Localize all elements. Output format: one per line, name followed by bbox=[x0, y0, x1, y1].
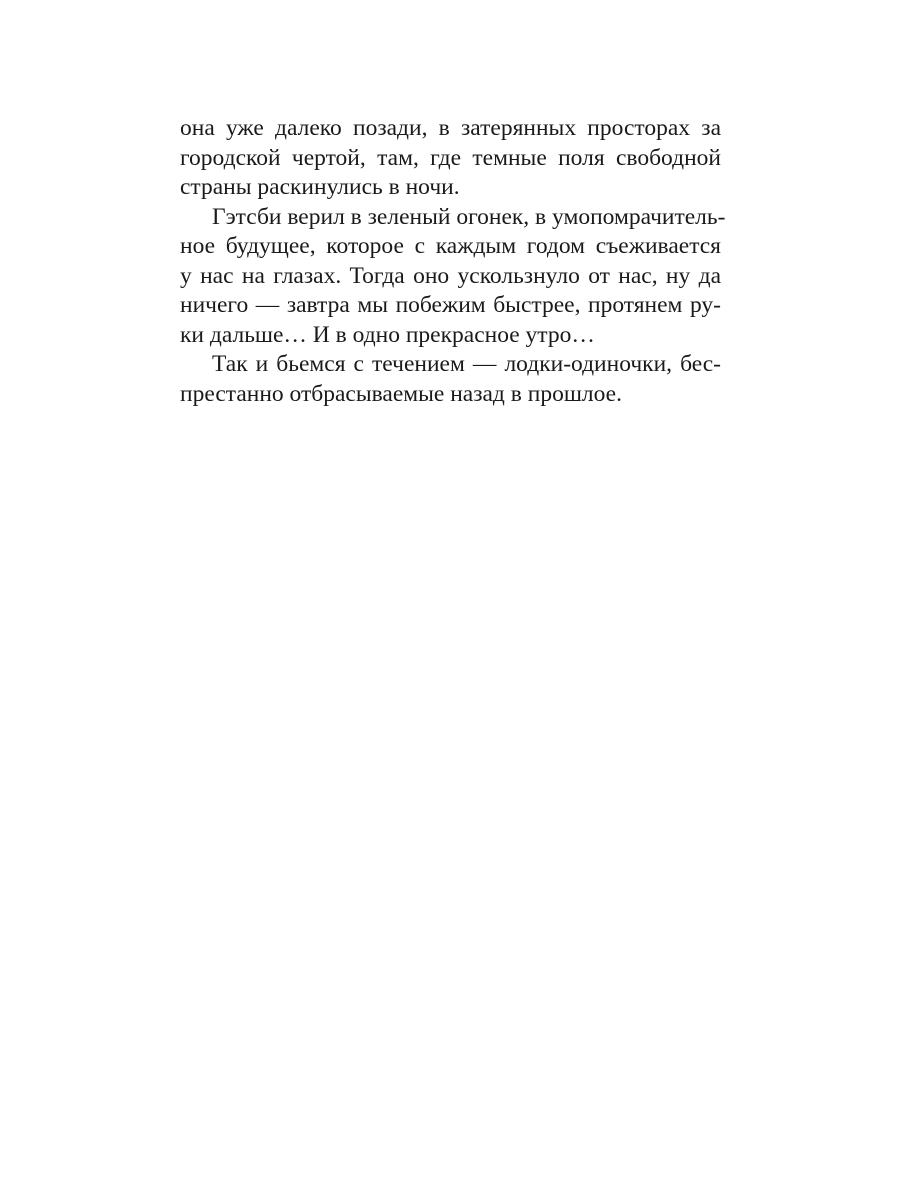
text-line: ки дальше… И в одно прекрасное утро… bbox=[180, 321, 595, 348]
paragraph bbox=[180, 350, 721, 409]
body-text bbox=[180, 114, 726, 409]
text-line: у нас на глазах. Тогда оно ускользнуло от нас, ну да bbox=[180, 262, 721, 289]
text-line: ничего — завтра мы побежим быстрее, протянем ру- bbox=[180, 292, 721, 318]
paragraph bbox=[180, 203, 726, 351]
text-line: ное будущее, которое с каждым годом съеживается bbox=[180, 233, 721, 259]
text-line: городской чертой, там, где темные поля свободной bbox=[180, 144, 721, 171]
text-line: Так и бьемся с течением — лодки-одиночки, бес- bbox=[212, 351, 721, 377]
text-line: престанно отбрасываемые назад в прошлое. bbox=[180, 380, 622, 407]
text-line: Гэтсби верил в зеленый огонек, в умопомрачитель- bbox=[212, 203, 726, 230]
paragraph bbox=[180, 114, 721, 203]
text-line: она уже далеко позади, в затерянных просторах за bbox=[180, 115, 721, 141]
text-line: страны раскинулись в ночи. bbox=[180, 174, 460, 200]
